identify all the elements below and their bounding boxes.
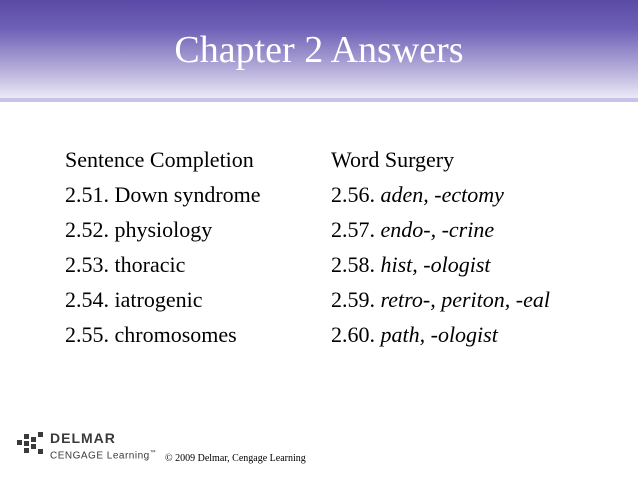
answer-number: 2.55. xyxy=(65,322,109,347)
answer-text: physiology xyxy=(114,217,213,242)
answer-text: aden, -ectomy xyxy=(380,182,504,207)
answer-number: 2.58. xyxy=(331,252,375,277)
column-heading: Word Surgery xyxy=(331,147,455,172)
answer-item xyxy=(65,247,315,282)
answer-number: 2.56. xyxy=(331,182,375,207)
answer-text: path, -ologist xyxy=(380,322,498,347)
answer-item xyxy=(331,282,631,317)
answer-item xyxy=(65,177,315,212)
copyright-notice: © 2009 Delmar, Cengage Learning xyxy=(165,453,306,464)
answer-number: 2.57. xyxy=(331,217,375,242)
logo-wordmark: DELMAR xyxy=(50,430,116,446)
slide-header xyxy=(0,0,638,98)
answer-number: 2.59. xyxy=(331,287,375,312)
answer-item xyxy=(65,282,315,317)
slide-title: Chapter 2 Answers xyxy=(174,29,464,71)
header-divider xyxy=(0,98,638,102)
answer-item xyxy=(65,317,315,352)
answer-text: retro-, periton, -eal xyxy=(380,287,550,312)
answer-item xyxy=(65,212,315,247)
slide-footer xyxy=(0,428,638,479)
answer-text: Down syndrome xyxy=(114,182,261,207)
delmar-logo-icon xyxy=(16,431,46,457)
answer-item xyxy=(331,247,631,282)
answer-text: iatrogenic xyxy=(114,287,203,312)
word-surgery-column xyxy=(331,142,631,352)
logo-subtitle: CENGAGE Learning™ xyxy=(50,450,157,462)
answer-item xyxy=(331,177,631,212)
answer-number: 2.53. xyxy=(65,252,109,277)
column-heading: Sentence Completion xyxy=(65,147,254,172)
answer-text: hist, -ologist xyxy=(380,252,491,277)
answer-number: 2.60. xyxy=(331,322,375,347)
answer-item xyxy=(331,212,631,247)
publisher-logo-text xyxy=(50,430,156,462)
answer-item xyxy=(331,317,631,352)
answer-text: chromosomes xyxy=(114,322,237,347)
answer-number: 2.54. xyxy=(65,287,109,312)
answer-number: 2.51. xyxy=(65,182,109,207)
answer-text: endo-, -crine xyxy=(380,217,495,242)
answer-text: thoracic xyxy=(114,252,186,277)
answer-number: 2.52. xyxy=(65,217,109,242)
sentence-completion-column xyxy=(65,142,315,352)
